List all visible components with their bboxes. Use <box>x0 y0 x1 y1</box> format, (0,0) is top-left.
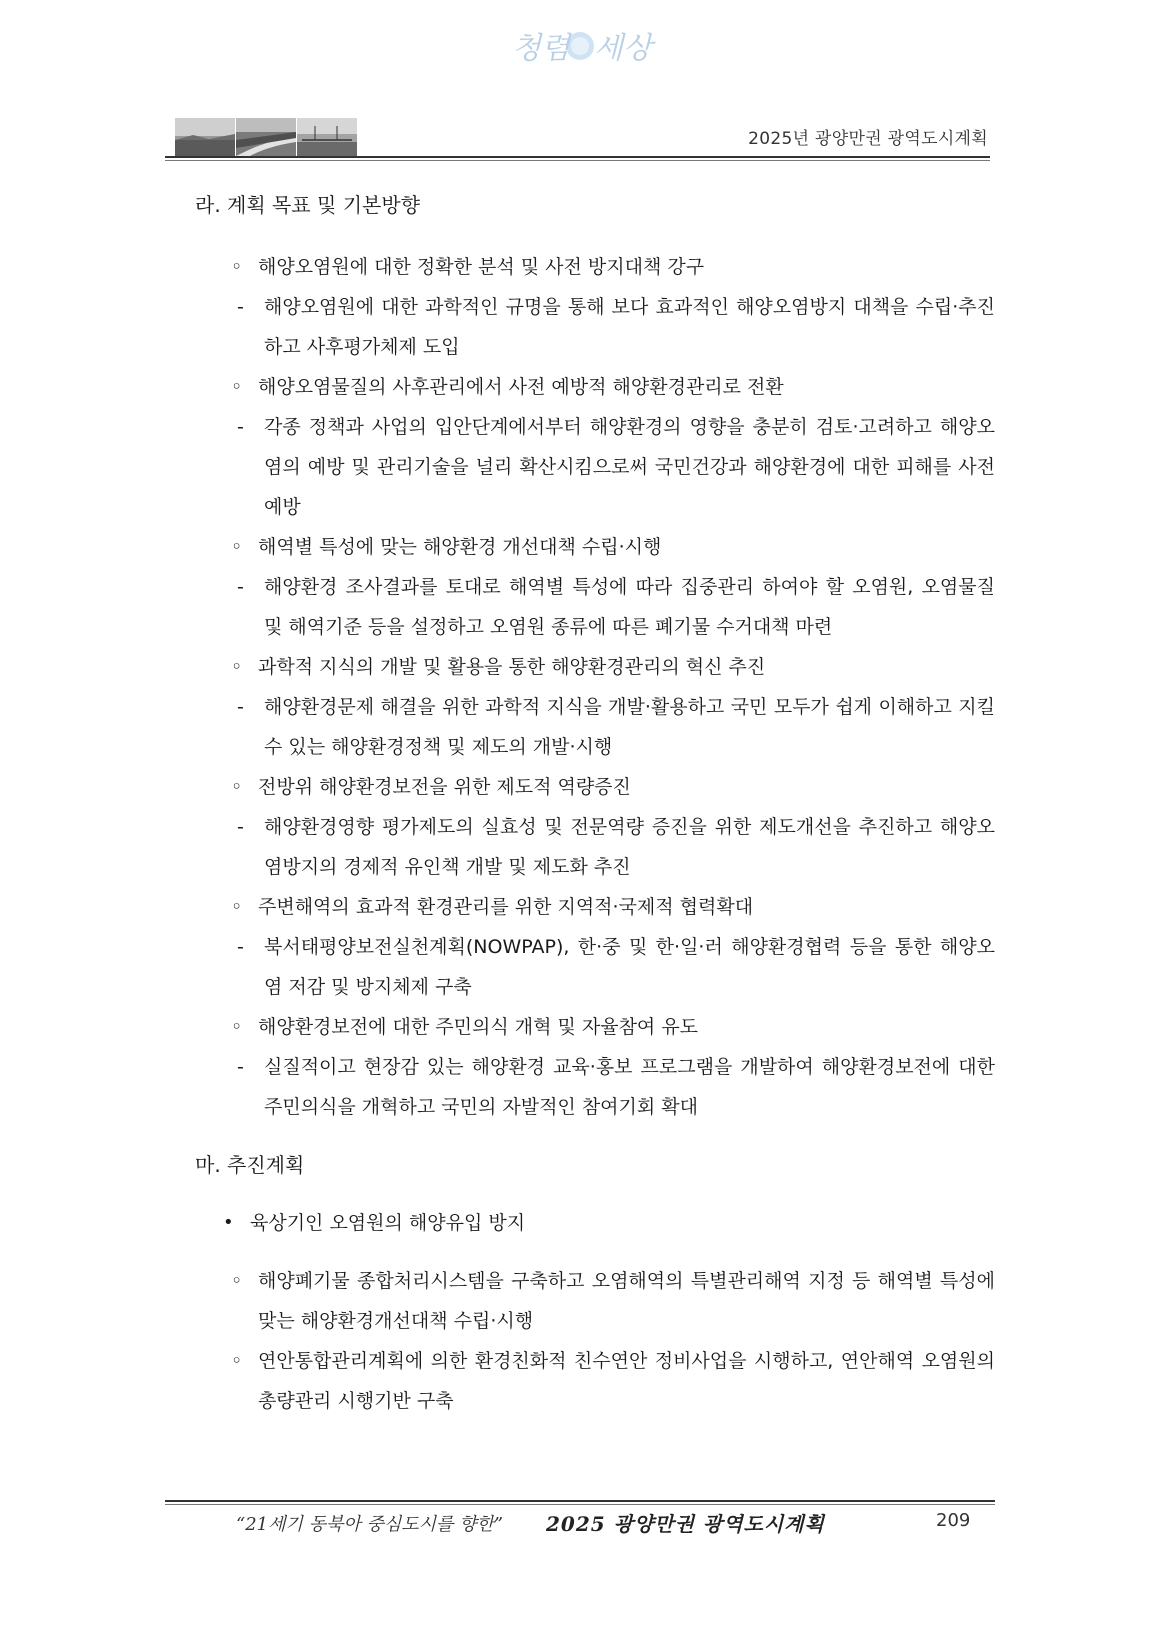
objective-item-text: 해역별 특성에 맞는 해양환경 개선대책 수립·시행 <box>258 536 662 558</box>
objective-item-text: 전방위 해양환경보전을 위한 제도적 역량증진 <box>258 776 631 798</box>
dash-bullet-icon: - <box>237 816 244 838</box>
header-title: 2025년 광양만권 광역도시계획 <box>748 129 988 149</box>
dash-bullet-icon: - <box>237 1056 244 1078</box>
objective-item-text: 과학적 지식의 개발 및 활용을 통한 해양환경관리의 혁신 추진 <box>258 656 766 678</box>
objective-item <box>195 647 995 687</box>
bridge-photo <box>297 118 357 156</box>
river-photo <box>236 118 296 156</box>
dash-bullet-icon: - <box>237 296 244 318</box>
dash-bullet-icon: - <box>237 936 244 958</box>
watermark-logo <box>490 18 670 74</box>
objective-detail-text: 해양환경영향 평가제도의 실효성 및 전문역량 증진을 위한 제도개선을 추진하고 해양오염방지의 경제적 유인책 개발 및 제도화 추진 <box>264 816 995 878</box>
header-rule-thin <box>165 160 990 161</box>
dash-bullet-icon: - <box>237 416 244 438</box>
circle-bullet-icon: ◦ <box>231 536 243 558</box>
objective-item-text: 해양오염물질의 사후관리에서 사전 예방적 해양환경관리로 전환 <box>258 376 784 398</box>
objective-item <box>195 527 995 567</box>
section-heading-ra: 라. 계획 목표 및 기본방향 <box>195 193 420 217</box>
objective-item <box>195 367 995 407</box>
objective-detail-text: 해양오염원에 대한 과학적인 규명을 통해 보다 효과적인 해양오염방지 대책을 수립·추진하고 사후평가체제 도입 <box>264 296 995 358</box>
objective-detail <box>195 1047 995 1127</box>
objective-item <box>195 767 995 807</box>
objective-item <box>195 1007 995 1047</box>
footer-slogan: “21세기 동북아 중심도시를 향한” <box>236 1514 504 1535</box>
objectives-list <box>195 247 995 1127</box>
objective-detail-text: 해양환경 조사결과를 토대로 해역별 특성에 따라 집중관리 하여야 할 오염원, 오염물질 및 해역기준 등을 설정하고 오염원 종류에 따른 폐기물 수거대책 마련 <box>264 576 995 638</box>
svg-text:세상: 세상 <box>594 31 652 66</box>
dash-bullet-icon: - <box>237 696 244 718</box>
objective-detail <box>195 287 995 367</box>
objective-detail <box>195 567 995 647</box>
objective-item <box>195 887 995 927</box>
plan-bullet-text: 육상기인 오염원의 해양유입 방지 <box>250 1212 526 1234</box>
objective-detail <box>195 807 995 887</box>
circle-bullet-icon: ◦ <box>231 376 243 398</box>
footer-title: 2025 광양만권 광역도시계획 <box>546 1512 825 1536</box>
circle-bullet-icon: ◦ <box>231 1270 243 1292</box>
objective-detail <box>195 407 995 527</box>
circle-bullet-icon: ◦ <box>231 896 243 918</box>
objective-item-text: 해양환경보전에 대한 주민의식 개혁 및 자율참여 유도 <box>258 1016 699 1038</box>
bullet-icon: • <box>223 1212 234 1233</box>
harbor-photo <box>175 118 235 156</box>
footer-rule <box>165 1500 995 1502</box>
circle-bullet-icon: ◦ <box>231 1016 243 1038</box>
circle-bullet-icon: ◦ <box>231 256 243 278</box>
footer-rule-thin <box>165 1504 995 1505</box>
objective-item-text: 주변해역의 효과적 환경관리를 위한 지역적·국제적 협력확대 <box>258 896 754 918</box>
objective-item <box>195 247 995 287</box>
objective-detail-text: 각종 정책과 사업의 입안단계에서부터 해양환경의 영향을 충분히 검토·고려하고 해양오염의 예방 및 관리기술을 널리 확산시킴으로써 국민건강과 해양환경에 대한 피해를 사전예방 <box>264 416 995 518</box>
page-number: 209 <box>936 1510 971 1531</box>
header-rule <box>165 156 990 158</box>
plan-item-text: 연안통합관리계획에 의한 환경친화적 친수연안 정비사업을 시행하고, 연안해역 오염원의 총량관리 시행기반 구축 <box>258 1350 995 1412</box>
plan-list <box>195 1261 995 1421</box>
objective-detail <box>195 687 995 767</box>
plan-item-text: 해양폐기물 종합처리시스템을 구축하고 오염해역의 특별관리해역 지정 등 해역별 특성에 맞는 해양환경개선대책 수립·시행 <box>258 1270 995 1332</box>
objective-detail <box>195 927 995 1007</box>
circle-bullet-icon: ◦ <box>231 776 243 798</box>
plan-item <box>195 1261 995 1341</box>
document-body <box>195 185 995 1421</box>
circle-bullet-icon: ◦ <box>231 656 243 678</box>
objective-detail-text: 실질적이고 현장감 있는 해양환경 교육·홍보 프로그램을 개발하여 해양환경보전에 대한 주민의식을 개혁하고 국민의 자발적인 참여기회 확대 <box>264 1056 995 1118</box>
circle-bullet-icon: ◦ <box>231 1350 243 1372</box>
section-heading-ma: 마. 추진계획 <box>195 1153 305 1177</box>
objective-item-text: 해양오염원에 대한 정확한 분석 및 사전 방지대책 강구 <box>258 256 705 278</box>
svg-text:청렴: 청렴 <box>512 31 570 66</box>
plan-item <box>195 1341 995 1421</box>
dash-bullet-icon: - <box>237 576 244 598</box>
plan-bullet <box>195 1203 995 1243</box>
objective-detail-text: 북서태평양보전실천계획(NOWPAP), 한·중 및 한·일·러 해양환경협력 등을 통한 해양오염 저감 및 방지체제 구축 <box>264 936 995 998</box>
header-photo-strip <box>175 118 360 158</box>
objective-detail-text: 해양환경문제 해결을 위한 과학적 지식을 개발·활용하고 국민 모두가 쉽게 이해하고 지킬 수 있는 해양환경정책 및 제도의 개발·시행 <box>264 696 995 758</box>
